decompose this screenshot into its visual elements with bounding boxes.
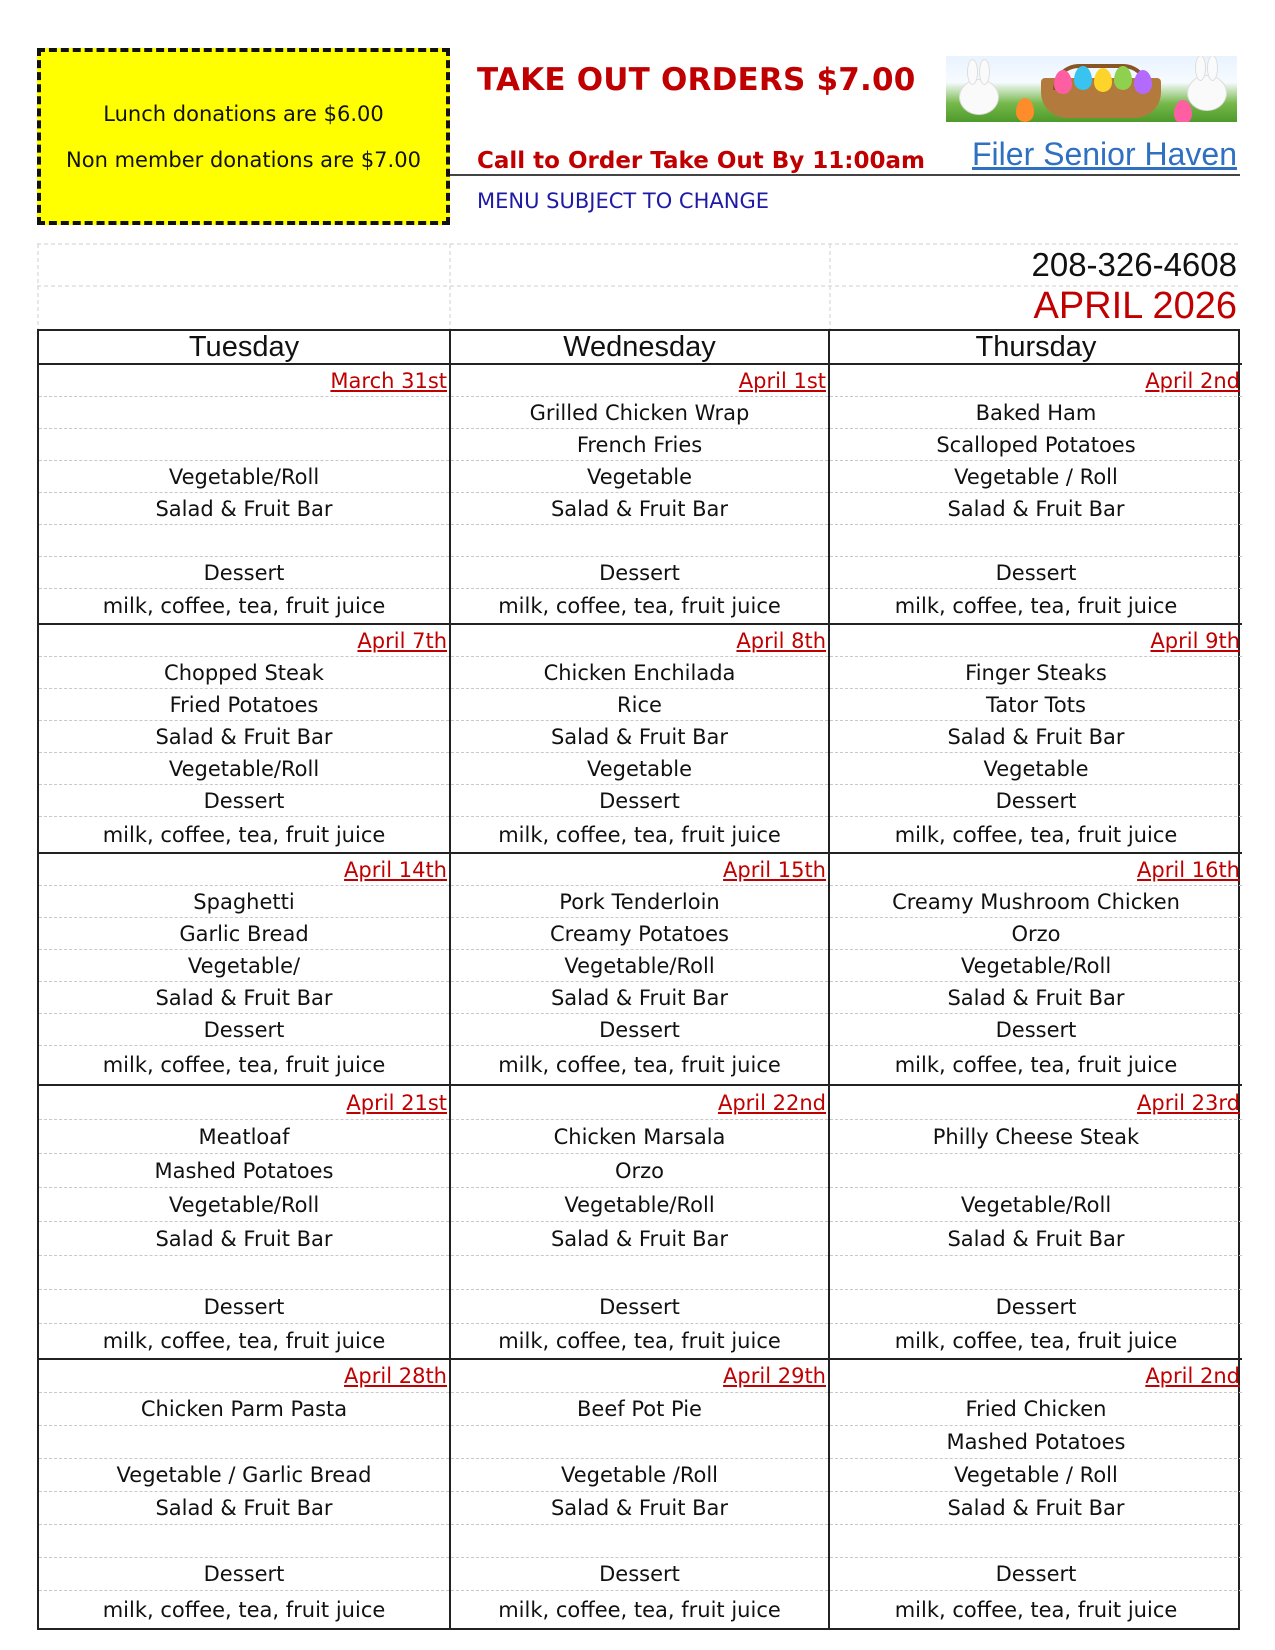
menu-item [39, 525, 449, 557]
menu-item: milk, coffee, tea, fruit juice [102, 1053, 386, 1077]
egg [1134, 70, 1152, 94]
menu-item: French Fries [451, 429, 828, 461]
menu-item: Salad & Fruit Bar [39, 982, 449, 1014]
menu-item: Salad & Fruit Bar [451, 721, 828, 753]
menu-item [451, 1426, 828, 1459]
egg [1094, 68, 1112, 92]
menu-date: April 1st [451, 365, 828, 397]
menu-cell [830, 365, 1242, 625]
spreadsheet-gridlines [37, 214, 1240, 329]
lunch-donation-text: Lunch donations are $6.00 [103, 101, 384, 126]
egg [1114, 66, 1132, 90]
menu-item: Mashed Potatoes [830, 1426, 1242, 1459]
menu-item: Dessert [39, 557, 449, 589]
menu-item: Vegetable/Roll [39, 461, 449, 493]
menu-item: Salad & Fruit Bar [39, 1492, 449, 1525]
menu-item: Orzo [451, 1154, 828, 1188]
menu-item: Beef Pot Pie [451, 1393, 828, 1426]
menu-date: April 8th [451, 625, 828, 657]
menu-item: Chicken Parm Pasta [39, 1393, 449, 1426]
menu-item: Orzo [830, 918, 1242, 950]
menu-item: milk, coffee, tea, fruit juice [894, 594, 1178, 618]
menu-item: Vegetable / Roll [830, 461, 1242, 493]
menu-item: Garlic Bread [39, 918, 449, 950]
donation-box [37, 48, 450, 225]
day-header-thursday: Thursday [830, 331, 1242, 365]
menu-item: Salad & Fruit Bar [830, 1492, 1242, 1525]
menu-date: April 2nd [830, 365, 1242, 397]
month-title: APRIL 2026 [1033, 285, 1237, 327]
menu-item [451, 525, 828, 557]
menu-item: Salad & Fruit Bar [451, 493, 828, 525]
menu-item: Dessert [830, 785, 1242, 817]
menu-item: Dessert [39, 1290, 449, 1324]
day-header-tuesday: Tuesday [39, 331, 451, 365]
menu-item: Salad & Fruit Bar [39, 721, 449, 753]
menu-date: April 22nd [451, 1086, 828, 1120]
menu-cell [39, 365, 451, 625]
menu-item: Vegetable/Roll [830, 1188, 1242, 1222]
menu-item: Vegetable /Roll [451, 1459, 828, 1492]
menu-item: milk, coffee, tea, fruit juice [894, 1597, 1178, 1622]
menu-item: milk, coffee, tea, fruit juice [102, 822, 386, 847]
menu-item: milk, coffee, tea, fruit juice [498, 594, 781, 618]
egg [1074, 66, 1092, 90]
menu-item: Rice [451, 689, 828, 721]
menu-item: milk, coffee, tea, fruit juice [498, 1053, 781, 1077]
menu-cell [830, 854, 1242, 1086]
menu-date: April 7th [39, 625, 449, 657]
menu-date: April 29th [451, 1360, 828, 1393]
day-header-wednesday: Wednesday [451, 331, 830, 365]
menu-cell [451, 1360, 830, 1628]
menu-item: Dessert [451, 1290, 828, 1324]
menu-item [451, 1525, 828, 1558]
menu-item: Vegetable/Roll [830, 950, 1242, 982]
menu-item: Dessert [39, 1558, 449, 1591]
menu-item: milk, coffee, tea, fruit juice [894, 1329, 1178, 1353]
menu-item [830, 525, 1242, 557]
menu-item: milk, coffee, tea, fruit juice [894, 1053, 1178, 1077]
menu-item: Vegetable/ [39, 950, 449, 982]
egg [1016, 98, 1034, 122]
menu-item: milk, coffee, tea, fruit juice [894, 822, 1178, 847]
menu-date: April 21st [39, 1086, 449, 1120]
menu-item: milk, coffee, tea, fruit juice [102, 594, 386, 618]
menu-date: April 16th [830, 854, 1242, 886]
menu-item: Pork Tenderloin [451, 886, 828, 918]
menu-item: Vegetable / Garlic Bread [39, 1459, 449, 1492]
menu-item: Tator Tots [830, 689, 1242, 721]
easter-basket-bunnies-image [946, 56, 1237, 122]
menu-item: Mashed Potatoes [39, 1154, 449, 1188]
menu-cell [451, 625, 830, 854]
menu-item [39, 429, 449, 461]
menu-item [830, 1525, 1242, 1558]
menu-date: April 23rd [830, 1086, 1242, 1120]
menu-cell [830, 1086, 1242, 1360]
menu-date: April 9th [830, 625, 1242, 657]
menu-date: March 31st [39, 365, 449, 397]
menu-item: Salad & Fruit Bar [830, 721, 1242, 753]
menu-item: Chicken Enchilada [451, 657, 828, 689]
menu-item: Dessert [451, 557, 828, 589]
menu-item: Dessert [830, 557, 1242, 589]
egg [1054, 70, 1072, 94]
menu-item [39, 1256, 449, 1290]
menu-item: Finger Steaks [830, 657, 1242, 689]
menu-cell [451, 365, 830, 625]
menu-item: Dessert [451, 785, 828, 817]
menu-cell [39, 625, 451, 854]
menu-item [830, 1256, 1242, 1290]
menu-item: Salad & Fruit Bar [451, 1222, 828, 1256]
menu-item: milk, coffee, tea, fruit juice [498, 1329, 781, 1353]
menu-date: April 28th [39, 1360, 449, 1393]
menu-item [39, 1426, 449, 1459]
menu-item [39, 397, 449, 429]
menu-item: Dessert [830, 1558, 1242, 1591]
menu-item: milk, coffee, tea, fruit juice [498, 1597, 781, 1622]
menu-item: Vegetable [451, 753, 828, 785]
menu-item: Chopped Steak [39, 657, 449, 689]
header-divider [450, 174, 1240, 176]
menu-item: Dessert [451, 1558, 828, 1591]
menu-item: milk, coffee, tea, fruit juice [102, 1597, 386, 1622]
menu-item: Creamy Mushroom Chicken [830, 886, 1242, 918]
menu-date: April 15th [451, 854, 828, 886]
phone-number: 208-326-4608 [1031, 246, 1237, 283]
menu-item: Dessert [830, 1014, 1242, 1046]
menu-item: Chicken Marsala [451, 1120, 828, 1154]
menu-cell [451, 854, 830, 1086]
menu-item: milk, coffee, tea, fruit juice [498, 822, 781, 847]
menu-item: Salad & Fruit Bar [39, 493, 449, 525]
menu-item: Salad & Fruit Bar [39, 1222, 449, 1256]
nonmember-donation-text: Non member donations are $7.00 [66, 147, 421, 172]
menu-item: Philly Cheese Steak [830, 1120, 1242, 1154]
menu-item: Baked Ham [830, 397, 1242, 429]
menu-item: Scalloped Potatoes [830, 429, 1242, 461]
menu-item: Fried Chicken [830, 1393, 1242, 1426]
organization-name: Filer Senior Haven [972, 136, 1237, 172]
menu-item: Spaghetti [39, 886, 449, 918]
menu-item [451, 1256, 828, 1290]
menu-item: Dessert [39, 1014, 449, 1046]
menu-date: April 14th [39, 854, 449, 886]
menu-item: Creamy Potatoes [451, 918, 828, 950]
menu-item: Salad & Fruit Bar [830, 493, 1242, 525]
menu-table [37, 329, 1240, 1630]
menu-item: Dessert [451, 1014, 828, 1046]
menu-item: Vegetable/Roll [39, 1188, 449, 1222]
menu-item: Salad & Fruit Bar [451, 982, 828, 1014]
menu-cell [39, 1086, 451, 1360]
bunny-right [1188, 76, 1226, 110]
menu-item: Vegetable [451, 461, 828, 493]
menu-item: milk, coffee, tea, fruit juice [102, 1329, 386, 1353]
menu-item: Vegetable [830, 753, 1242, 785]
menu-item: Salad & Fruit Bar [830, 982, 1242, 1014]
menu-item: Vegetable / Roll [830, 1459, 1242, 1492]
menu-item: Vegetable/Roll [39, 753, 449, 785]
menu-cell [830, 1360, 1242, 1628]
menu-item: Salad & Fruit Bar [830, 1222, 1242, 1256]
menu-cell [39, 1360, 451, 1628]
menu-date: April 2nd [830, 1360, 1242, 1393]
menu-item: Salad & Fruit Bar [451, 1492, 828, 1525]
menu-item: Fried Potatoes [39, 689, 449, 721]
menu-cell [39, 854, 451, 1086]
menu-item: Vegetable/Roll [451, 1188, 828, 1222]
bunny-left [960, 80, 998, 114]
call-to-order-text: Call to Order Take Out By 11:00am [477, 148, 925, 174]
menu-item [39, 1525, 449, 1558]
menu-cell [451, 1086, 830, 1360]
menu-item: Vegetable/Roll [451, 950, 828, 982]
menu-item: Dessert [39, 785, 449, 817]
menu-item: Meatloaf [39, 1120, 449, 1154]
egg [1174, 100, 1192, 122]
menu-item: Dessert [830, 1290, 1242, 1324]
menu-subject-text: MENU SUBJECT TO CHANGE [477, 189, 769, 213]
menu-item: Grilled Chicken Wrap [451, 397, 828, 429]
takeout-title: TAKE OUT ORDERS $7.00 [477, 62, 916, 98]
menu-cell [830, 625, 1242, 854]
menu-item [830, 1154, 1242, 1188]
